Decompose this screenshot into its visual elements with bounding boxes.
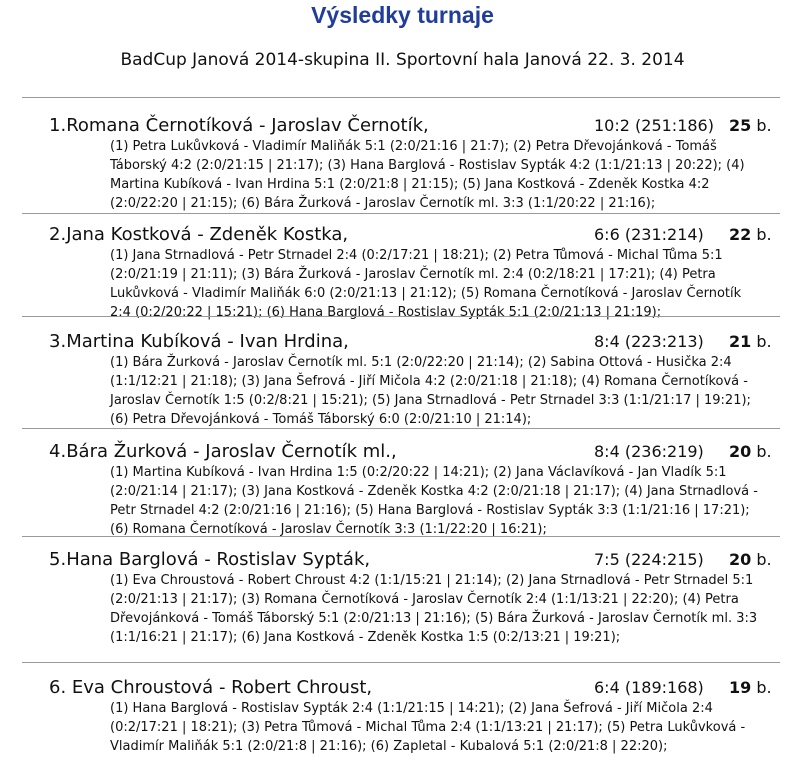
points-unit: b. [756, 442, 772, 461]
entry-score: 10:2 (251:186) [594, 116, 714, 135]
entry-team-name: Romana Černotíková - Jaroslav Černotík, [66, 115, 429, 136]
entry-header [49, 677, 789, 699]
entry-rank: 1. [49, 115, 67, 136]
entry-team-name: Eva Chroustová - Robert Chroust, [71, 677, 373, 698]
entry-header [49, 331, 789, 353]
entry-team-name: Martina Kubíková - Ivan Hrdina, [66, 331, 349, 352]
points-unit: b. [756, 116, 772, 135]
entry-match-details: (1) Petra Lukůvková - Vladimír Maliňák 5:1 (2:0/21:16 | 21:7); (2) Petra Dřevojánková - Tomáš Táborský 4:2 (2:0/21:15 | 21:17); (3) Hana Barglová - Rostislav Sypták 4:2 (1:1/21:13 | 20:22); (4) Martina Kubíková - Ivan Hrdina 5:1 (2:0/21:8 | 21:15); (5) Jana Kostková - Zdeněk Kostka 4:2 (2:0/22:20 | 21:15); (6) Bára Žurková - Jaroslav Černotík ml. 3:3 (1:1/20:22 | 21:16); [110, 139, 745, 211]
entry-score: 6:6 (231:214) [594, 225, 704, 244]
entry-match-details: (1) Eva Chroustová - Robert Chroust 4:2 (1:1/15:21 | 21:14); (2) Jana Strnadlová - Petr Strnadel 5:1 (2:0/21:13 | 21:17); (3) Romana Černotíková - Jaroslav Černotík 2:4 (1:1/13:21 | 22:20); (4) Petra Dřevojánková - Tomáš Táborský 5:1 (2:0/21:13 | 21:16); (5) Bára Žurková - Jaroslav Černotík ml. 3:3 (1:1/16:21 | 21:17); (6) Jana Kostková - Zdeněk Kostka 1:5 (0:2/13:21 | 19:21); [110, 573, 758, 645]
entry-points: 19 [729, 678, 752, 697]
entry-rank: 3. [49, 331, 67, 352]
entry-header [49, 549, 789, 571]
divider [22, 662, 780, 663]
entry-header [49, 224, 789, 246]
entry-header [49, 115, 789, 137]
entry-match-details: (1) Bára Žurková - Jaroslav Černotík ml. 5:1 (2:0/22:20 | 21:14); (2) Sabina Ottová - Husička 2:4 (1:1/12:21 | 21:18); (3) Jana Šefrová - Jiří Mičola 4:2 (2:0/21:18 | 21:18); (4) Romana Černotíková - Jaroslav Černotík 1:5 (0:2/8:21 | 15:21); (5) Jana Strnadlová - Petr Strnadel 3:3 (1:1/21:17 | 19:21); (6) Petra Dřevojánková - Tomáš Táborský 6:0 (2:0/21:10 | 21:14); [110, 355, 751, 427]
points-unit: b. [756, 332, 772, 351]
entry-team-name: Hana Barglová - Rostislav Sypták, [66, 549, 371, 570]
tournament-subtitle: BadCup Janová 2014-skupina II. Sportovní hala Janová 22. 3. 2014 [120, 50, 685, 70]
points-unit: b. [756, 678, 772, 697]
entry-team-name: Jana Kostková - Zdeněk Kostka, [66, 224, 349, 245]
entry-match-details: (1) Hana Barglová - Rostislav Sypták 2:4 (1:1/21:15 | 14:21); (2) Jana Šefrová - Jiří Mičola 2:4 (0:2/17:21 | 18:21); (3) Petra Tůmová - Michal Tůma 2:4 (1:1/13:21 | 21:17); (5) Petra Lukůvková - Vladimír Maliňák 5:1 (2:0/21:8 | 21:16); (6) Zapletal - Kubalová 5:1 (2:0/21:8 | 22:20); [110, 701, 746, 754]
page-title: Výsledky turnaje [311, 2, 494, 28]
divider [22, 428, 780, 429]
entry-score: 8:4 (236:219) [594, 442, 704, 461]
divider [22, 316, 780, 317]
entry-points: 22 [729, 225, 752, 244]
entry-match-details: (1) Martina Kubíková - Ivan Hrdina 1:5 (0:2/20:22 | 14:21); (2) Jana Václavíková - Jan Vladík 5:1 (2:0/21:14 | 21:17); (3) Jana Kostková - Zdeněk Kostka 4:2 (2:0/21:18 | 21:17); (4) Jana Strnadlová - Petr Strnadel 4:2 (2:0/21:16 | 21:16); (5) Hana Barglová - Rostislav Sypták 3:3 (1:1/21:16 | 17:21); (6) Romana Černotíková - Jaroslav Černotík 3:3 (1:1/22:20 | 16:21); [110, 465, 758, 537]
entry-header [49, 441, 789, 463]
divider [22, 536, 780, 537]
entry-points: 20 [729, 442, 752, 461]
entry-score: 7:5 (224:215) [594, 550, 704, 569]
entry-rank: 4. [49, 441, 67, 462]
entry-points: 20 [729, 550, 752, 569]
entry-score: 6:4 (189:168) [594, 678, 704, 697]
entry-points: 21 [729, 332, 752, 351]
entry-team-name: Bára Žurková - Jaroslav Černotík ml., [66, 441, 397, 462]
points-unit: b. [756, 225, 772, 244]
entry-rank: 5. [49, 549, 67, 570]
points-unit: b. [756, 550, 772, 569]
entry-match-details: (1) Jana Strnadlová - Petr Strnadel 2:4 (0:2/17:21 | 18:21); (2) Petra Tůmová - Michal Tůma 5:1 (2:0/21:19 | 21:11); (3) Bára Žurková - Jaroslav Černotík ml. 2:4 (0:2/18:21 | 17:21); (4) Petra Lukůvková - Vladimír Maliňák 6:0 (2:0/21:13 | 21:12); (5) Romana Černotíková - Jaroslav Černotík 2:4 (0:2/20:22 | 15:21); (6) Hana Barglová - Rostislav Sypták 5:1 (2:0/21:13 | 21:19); [110, 248, 742, 320]
entry-rank: 2. [49, 224, 67, 245]
divider [22, 213, 780, 214]
entry-rank: 6. [49, 677, 72, 698]
entry-score: 8:4 (223:213) [594, 332, 704, 351]
divider [22, 97, 780, 98]
entry-points: 25 [729, 116, 752, 135]
